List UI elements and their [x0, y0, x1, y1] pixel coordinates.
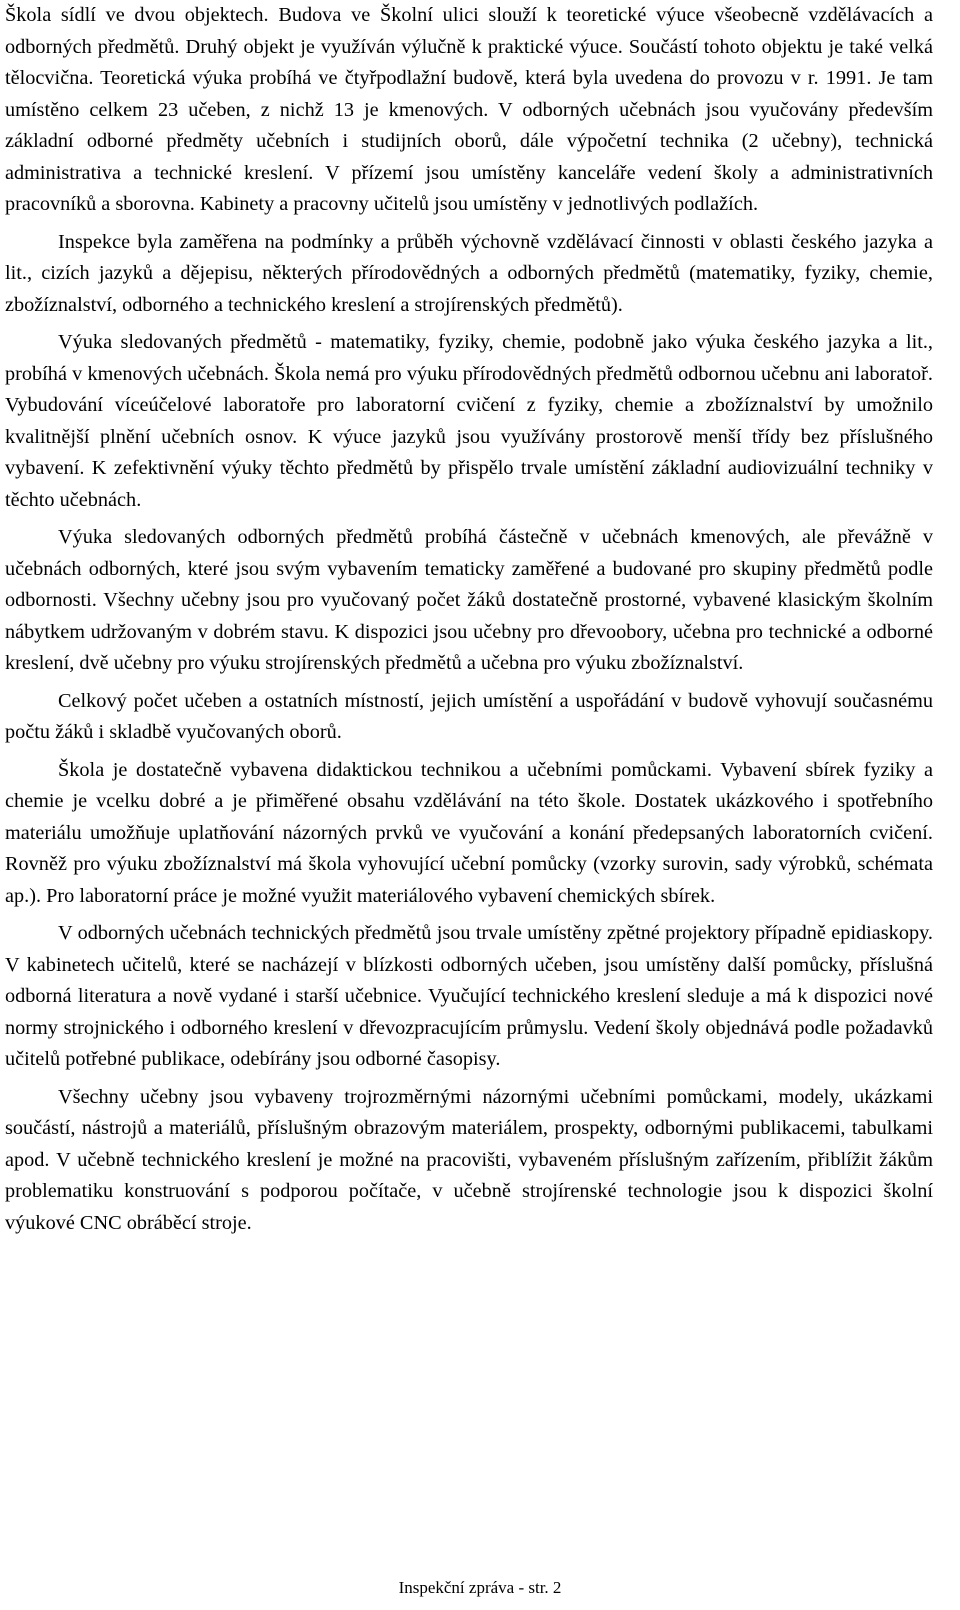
paragraph-1: Škola sídlí ve dvou objektech. Budova ve Školní ulici slouží k teoretické výuce všeobecně vzdělávacích a odborných předmětů. Druhý objekt je využíván výlučně k praktické výuce. Součástí tohoto objektu je také velká tělocvična. Teoretická výuka probíhá ve čtyřpodlažní budově, která byla uvedena do provozu v r. 1991. Je tam umístěno celkem 23 učeben, z nichž 13 je kmenových. V odborných učebnách jsou vyučovány především základní odborné předměty učebních i studijních oborů, dále výpočetní technika (2 učebny), technická administrativa a technické kreslení. V přízemí jsou umístěny kanceláře vedení školy a administrativních pracovníků a sborovna. Kabinety a pracovny učitelů jsou umístěny v jednotlivých podlažích. [5, 4, 933, 215]
paragraph-4: Výuka sledovaných odborných předmětů probíhá částečně v učebnách kmenových, ale převážně v učebnách odborných, které jsou svým vybavením tematicky zaměřené a budované pro skupiny předmětů podle odbornosti. Všechny učebny jsou pro vyučovaný počet žáků dostatečně prostorné, vybavené klasickým školním nábytkem udržovaným v dobrém stavu. K dispozici jsou učebny pro dřevoobory, učebna pro technické a odborné kreslení, dvě učebny pro výuku strojírenských předmětů a učebna pro výuku zbožíznalství. [5, 526, 933, 674]
paragraph-7: V odborných učebnách technických předmětů jsou trvale umístěny zpětné projektory případně epidiaskopy. V kabinetech učitelů, které se nacházejí v blízkosti odborných učeben, jsou umístěny další pomůcky, příslušná odborná literatura a nově vydané i starší učebnice. Vyučující technického kreslení sleduje a má k dispozici nové normy strojnického i odborného kreslení v dřevozpracujícím průmyslu. Vedení školy objednává podle požadavků učitelů potřebné publikace, odebírány jsou odborné časopisy. [5, 922, 933, 1070]
paragraph-2: Inspekce byla zaměřena na podmínky a průběh výchovně vzdělávací činnosti v oblasti českého jazyka a lit., cizích jazyků a dějepisu, některých přírodovědných a odborných předmětů (matematiky, fyziky, chemie, zbožíznalství, odborného a technického kreslení a strojírenských předmětů). [5, 230, 933, 316]
document-body [5, 0, 933, 1239]
paragraph-5: Celkový počet učeben a ostatních místností, jejich umístění a uspořádání v budově vyhovují současnému počtu žáků i skladbě vyučovaných oborů. [5, 689, 933, 743]
paragraph-8: Všechny učebny jsou vybaveny trojrozměrnými názornými učebními pomůckami, modely, ukázkami součástí, nástrojů a materiálů, příslušným obrazovým materiálem, prospekty, odbornými publikacemi, tabulkami apod. V učebně technického kreslení je možné na pracovišti, vybaveném příslušným zařízením, přiblížit žákům problematiku konstruování s podporou počítače, v učebně strojírenské technologie jsou k dispozici školní výukové CNC obráběcí stroje. [5, 1085, 933, 1234]
paragraph-3: Výuka sledovaných předmětů - matematiky, fyziky, chemie, podobně jako výuka českého jazyka a lit., probíhá v kmenových učebnách. Škola nemá pro výuku přírodovědných předmětů odbornou učebnu ani laboratoř. Vybudování víceúčelové laboratoře pro laboratorní cvičení z fyziky, chemie a zbožíznalství by umožnilo kvalitnější plnění učebních osnov. K výuce jazyků jsou využívány prostorově menší třídy bez příslušného vybavení. K zefektivnění výuky těchto předmětů by přispělo trvale umístění základní audiovizuální techniky v těchto učebnách. [5, 331, 933, 511]
paragraph-6: Škola je dostatečně vybavena didaktickou technikou a učebními pomůckami. Vybavení sbírek fyziky a chemie je vcelku dobré a je přiměřené obsahu vzdělávání na této škole. Dostatek ukázkového i spotřebního materiálu umožňuje uplatňování názorných prvků ve vyučování a konání předepsaných laboratorních cvičení. Rovněž pro výuku zbožíznalství má škola vyhovující učební pomůcky (vzorky surovin, sady výrobků, schémata ap.). Pro laboratorní práce je možné využit materiálového vybavení chemických sbírek. [5, 758, 933, 907]
page-footer: Inspekční zpráva - str. 2 [398, 1578, 562, 1597]
